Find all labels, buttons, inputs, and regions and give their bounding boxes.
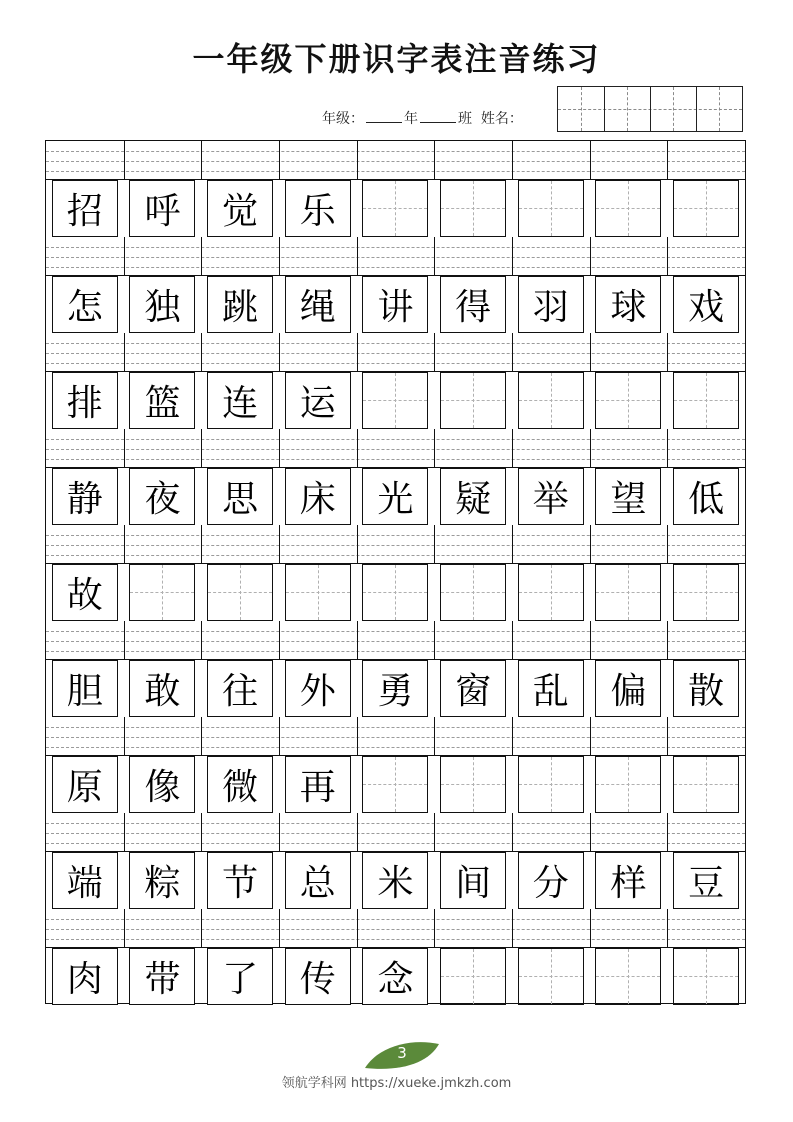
character-cell[interactable] — [362, 276, 428, 333]
hanzi-character: 绳 — [286, 277, 350, 332]
hanzi-character — [441, 757, 505, 812]
name-box-divider — [627, 87, 628, 131]
pinyin-column-divider — [357, 717, 358, 755]
practice-row — [46, 621, 745, 717]
pinyin-column-divider — [279, 621, 280, 659]
character-cell[interactable] — [518, 564, 584, 621]
hanzi-character: 传 — [286, 949, 350, 1004]
pinyin-column-divider — [590, 909, 591, 947]
pinyin-column-divider — [124, 621, 125, 659]
hanzi-character: 光 — [363, 469, 427, 524]
pinyin-column-divider — [590, 333, 591, 371]
class-unit: 班 — [458, 111, 472, 127]
hanzi-character: 怎 — [53, 277, 117, 332]
practice-row — [46, 909, 745, 1005]
character-cell[interactable] — [595, 180, 661, 237]
pinyin-column-divider — [590, 141, 591, 179]
pinyin-column-divider — [279, 141, 280, 179]
pinyin-guide-line — [46, 449, 745, 450]
pinyin-guide-line — [46, 171, 745, 172]
pinyin-guide-line — [46, 535, 745, 536]
pinyin-column-divider — [357, 621, 358, 659]
hanzi-character: 夜 — [130, 469, 194, 524]
name-writing-box[interactable] — [557, 86, 743, 132]
character-cell[interactable] — [52, 372, 118, 429]
pinyin-column-divider — [434, 909, 435, 947]
hanzi-character — [208, 565, 272, 620]
hanzi-character: 勇 — [363, 661, 427, 716]
pinyin-guide-line — [46, 353, 745, 354]
class-blank[interactable] — [420, 110, 456, 123]
character-cell[interactable] — [129, 756, 195, 813]
pinyin-column-divider — [512, 717, 513, 755]
character-cell[interactable] — [285, 180, 351, 237]
character-cell[interactable] — [129, 180, 195, 237]
character-cell[interactable] — [518, 276, 584, 333]
character-cell[interactable] — [518, 180, 584, 237]
pinyin-guide-line — [46, 151, 745, 152]
pinyin-column-divider — [434, 621, 435, 659]
pinyin-column-divider — [201, 525, 202, 563]
character-cell[interactable] — [207, 276, 273, 333]
pinyin-column-divider — [201, 813, 202, 851]
pinyin-guide-line — [46, 555, 745, 556]
pinyin-guide-line — [46, 459, 745, 460]
pinyin-column-divider — [434, 429, 435, 467]
character-cell[interactable] — [207, 468, 273, 525]
hanzi-character: 粽 — [130, 853, 194, 908]
character-cell[interactable] — [518, 468, 584, 525]
pinyin-band[interactable] — [46, 621, 745, 660]
character-cell[interactable] — [595, 660, 661, 717]
pinyin-column-divider — [667, 813, 668, 851]
hanzi-character — [596, 181, 660, 236]
character-cell[interactable] — [595, 468, 661, 525]
hanzi-character: 念 — [363, 949, 427, 1004]
hanzi-character — [286, 565, 350, 620]
pinyin-column-divider — [279, 429, 280, 467]
character-cell[interactable] — [362, 564, 428, 621]
character-cell[interactable] — [52, 564, 118, 621]
character-cell[interactable] — [129, 564, 195, 621]
pinyin-column-divider — [357, 813, 358, 851]
pinyin-column-divider — [590, 621, 591, 659]
character-cell[interactable] — [52, 756, 118, 813]
year-unit: 年 — [404, 111, 418, 127]
pinyin-guide-line — [46, 267, 745, 268]
pinyin-guide-line — [46, 939, 745, 940]
character-cell[interactable] — [440, 564, 506, 621]
hanzi-character — [441, 949, 505, 1004]
pinyin-guide-line — [46, 929, 745, 930]
pinyin-column-divider — [124, 333, 125, 371]
hanzi-character — [363, 565, 427, 620]
character-cell[interactable] — [440, 276, 506, 333]
hanzi-character — [674, 949, 738, 1004]
pinyin-column-divider — [667, 429, 668, 467]
pinyin-column-divider — [201, 717, 202, 755]
character-cell[interactable] — [440, 468, 506, 525]
character-cell[interactable] — [673, 372, 739, 429]
character-cell[interactable] — [129, 948, 195, 1005]
pinyin-column-divider — [201, 141, 202, 179]
pinyin-guide-line — [46, 919, 745, 920]
hanzi-character: 微 — [208, 757, 272, 812]
pinyin-column-divider — [512, 813, 513, 851]
character-cell[interactable] — [595, 756, 661, 813]
character-cell[interactable] — [285, 756, 351, 813]
pinyin-column-divider — [201, 429, 202, 467]
pinyin-column-divider — [512, 237, 513, 275]
character-cell[interactable] — [673, 852, 739, 909]
pinyin-guide-line — [46, 545, 745, 546]
character-cell[interactable] — [595, 372, 661, 429]
character-cell[interactable] — [673, 468, 739, 525]
hanzi-character: 独 — [130, 277, 194, 332]
hanzi-character: 往 — [208, 661, 272, 716]
pinyin-column-divider — [124, 525, 125, 563]
character-cell[interactable] — [518, 948, 584, 1005]
character-cell[interactable] — [673, 180, 739, 237]
pinyin-band[interactable] — [46, 237, 745, 276]
hanzi-character: 觉 — [208, 181, 272, 236]
pinyin-column-divider — [667, 621, 668, 659]
pinyin-guide-line — [46, 737, 745, 738]
name-box-divider — [650, 87, 651, 131]
pinyin-column-divider — [434, 237, 435, 275]
hanzi-character — [519, 757, 583, 812]
page-number: 3 — [397, 1044, 407, 1062]
pinyin-column-divider — [590, 429, 591, 467]
hanzi-character: 疑 — [441, 469, 505, 524]
hanzi-character: 球 — [596, 277, 660, 332]
hanzi-character — [596, 373, 660, 428]
hanzi-character: 豆 — [674, 853, 738, 908]
pinyin-column-divider — [590, 525, 591, 563]
pinyin-column-divider — [357, 909, 358, 947]
pinyin-column-divider — [357, 141, 358, 179]
hanzi-character: 故 — [53, 565, 117, 620]
character-cell[interactable] — [595, 564, 661, 621]
hanzi-character: 肉 — [53, 949, 117, 1004]
name-box-divider — [604, 87, 605, 131]
pinyin-guide-line — [46, 747, 745, 748]
grade-label: 年级： — [322, 111, 364, 127]
character-cell[interactable] — [285, 852, 351, 909]
hanzi-character — [363, 373, 427, 428]
pinyin-guide-line — [46, 641, 745, 642]
hanzi-character: 招 — [53, 181, 117, 236]
hanzi-character: 散 — [674, 661, 738, 716]
character-cell[interactable] — [362, 660, 428, 717]
practice-row — [46, 333, 745, 429]
pinyin-column-divider — [667, 909, 668, 947]
character-cell[interactable] — [129, 276, 195, 333]
character-cell[interactable] — [673, 756, 739, 813]
pinyin-guide-line — [46, 823, 745, 824]
character-cell[interactable] — [285, 948, 351, 1005]
character-cell[interactable] — [440, 660, 506, 717]
character-cell[interactable] — [207, 564, 273, 621]
hanzi-character: 偏 — [596, 661, 660, 716]
character-cell[interactable] — [285, 468, 351, 525]
hanzi-character — [519, 373, 583, 428]
hanzi-character: 端 — [53, 853, 117, 908]
pinyin-column-divider — [201, 237, 202, 275]
hanzi-character: 连 — [208, 373, 272, 428]
pinyin-column-divider — [124, 909, 125, 947]
hanzi-character: 了 — [208, 949, 272, 1004]
character-cell[interactable] — [129, 468, 195, 525]
pinyin-column-divider — [590, 237, 591, 275]
pinyin-column-divider — [512, 333, 513, 371]
character-cell[interactable] — [595, 276, 661, 333]
hanzi-character — [441, 565, 505, 620]
hanzi-character: 胆 — [53, 661, 117, 716]
character-cell[interactable] — [673, 564, 739, 621]
hanzi-character: 总 — [286, 853, 350, 908]
character-cell[interactable] — [440, 948, 506, 1005]
pinyin-guide-line — [46, 651, 745, 652]
hanzi-character: 乐 — [286, 181, 350, 236]
pinyin-column-divider — [357, 237, 358, 275]
pinyin-column-divider — [279, 237, 280, 275]
character-cell[interactable] — [362, 756, 428, 813]
hanzi-character — [130, 565, 194, 620]
pinyin-column-divider — [512, 909, 513, 947]
worksheet-title: 一年级下册识字表注音练习 — [192, 40, 601, 78]
hanzi-character: 篮 — [130, 373, 194, 428]
practice-row — [46, 717, 745, 813]
hanzi-character: 原 — [53, 757, 117, 812]
pinyin-column-divider — [512, 525, 513, 563]
hanzi-character: 再 — [286, 757, 350, 812]
character-cell[interactable] — [207, 180, 273, 237]
hanzi-character: 乱 — [519, 661, 583, 716]
character-cell[interactable] — [207, 372, 273, 429]
name-box-divider — [719, 87, 720, 131]
pinyin-column-divider — [667, 525, 668, 563]
practice-row — [46, 525, 745, 621]
pinyin-guide-line — [46, 161, 745, 162]
pinyin-column-divider — [357, 333, 358, 371]
character-cell[interactable] — [673, 948, 739, 1005]
hanzi-character: 低 — [674, 469, 738, 524]
pinyin-column-divider — [434, 141, 435, 179]
pinyin-column-divider — [512, 141, 513, 179]
hanzi-character: 床 — [286, 469, 350, 524]
character-cell[interactable] — [129, 372, 195, 429]
pinyin-column-divider — [667, 717, 668, 755]
hanzi-character: 带 — [130, 949, 194, 1004]
pinyin-band[interactable] — [46, 333, 745, 372]
pinyin-column-divider — [279, 813, 280, 851]
hanzi-character: 静 — [53, 469, 117, 524]
character-cell[interactable] — [673, 276, 739, 333]
pinyin-guide-line — [46, 843, 745, 844]
footer-website: 领航学科网 https://xueke.jmkzh.com — [281, 1076, 512, 1091]
pinyin-column-divider — [667, 333, 668, 371]
character-cell[interactable] — [52, 948, 118, 1005]
pinyin-band[interactable] — [46, 909, 745, 948]
hanzi-character — [674, 373, 738, 428]
pinyin-band[interactable] — [46, 525, 745, 564]
hanzi-character: 间 — [441, 853, 505, 908]
character-cell[interactable] — [129, 852, 195, 909]
character-cell[interactable] — [52, 180, 118, 237]
character-cell[interactable] — [285, 276, 351, 333]
pinyin-column-divider — [667, 141, 668, 179]
character-cell[interactable] — [518, 660, 584, 717]
character-cell[interactable] — [362, 948, 428, 1005]
pinyin-band[interactable] — [46, 717, 745, 756]
pinyin-column-divider — [434, 333, 435, 371]
hanzi-character — [674, 181, 738, 236]
hanzi-character: 戏 — [674, 277, 738, 332]
hanzi-character: 外 — [286, 661, 350, 716]
character-cell[interactable] — [518, 372, 584, 429]
character-cell[interactable] — [285, 660, 351, 717]
pinyin-column-divider — [201, 909, 202, 947]
character-cell[interactable] — [440, 180, 506, 237]
hanzi-character — [519, 949, 583, 1004]
pinyin-column-divider — [357, 429, 358, 467]
pinyin-guide-line — [46, 257, 745, 258]
hanzi-character — [519, 181, 583, 236]
hanzi-character: 呼 — [130, 181, 194, 236]
pinyin-column-divider — [201, 333, 202, 371]
hanzi-character: 分 — [519, 853, 583, 908]
pinyin-guide-line — [46, 363, 745, 364]
hanzi-character — [363, 181, 427, 236]
character-cell[interactable] — [362, 468, 428, 525]
character-cell[interactable] — [440, 372, 506, 429]
hanzi-character: 排 — [53, 373, 117, 428]
character-cell[interactable] — [595, 852, 661, 909]
hanzi-character: 跳 — [208, 277, 272, 332]
name-label: 姓名： — [480, 111, 523, 127]
practice-row — [46, 813, 745, 909]
pinyin-guide-line — [46, 727, 745, 728]
hanzi-character — [674, 757, 738, 812]
pinyin-guide-line — [46, 833, 745, 834]
pinyin-column-divider — [124, 813, 125, 851]
hanzi-character — [674, 565, 738, 620]
pinyin-band[interactable] — [46, 813, 745, 852]
pinyin-guide-line — [46, 631, 745, 632]
character-cell[interactable] — [207, 660, 273, 717]
hanzi-character: 敢 — [130, 661, 194, 716]
character-cell[interactable] — [52, 468, 118, 525]
pinyin-column-divider — [434, 525, 435, 563]
character-cell[interactable] — [207, 756, 273, 813]
pinyin-band[interactable] — [46, 141, 745, 180]
pinyin-column-divider — [124, 429, 125, 467]
hanzi-character: 举 — [519, 469, 583, 524]
hanzi-character: 像 — [130, 757, 194, 812]
pinyin-column-divider — [512, 429, 513, 467]
hanzi-character: 运 — [286, 373, 350, 428]
pinyin-column-divider — [279, 525, 280, 563]
student-info-line — [322, 108, 523, 128]
pinyin-column-divider — [279, 717, 280, 755]
pinyin-column-divider — [201, 621, 202, 659]
hanzi-character — [596, 565, 660, 620]
hanzi-character — [441, 181, 505, 236]
pinyin-guide-line — [46, 247, 745, 248]
hanzi-character — [363, 757, 427, 812]
character-cell[interactable] — [207, 852, 273, 909]
pinyin-column-divider — [124, 717, 125, 755]
practice-row — [46, 429, 745, 525]
hanzi-character: 样 — [596, 853, 660, 908]
pinyin-column-divider — [434, 717, 435, 755]
hanzi-character: 窗 — [441, 661, 505, 716]
pinyin-band[interactable] — [46, 429, 745, 468]
hanzi-character: 米 — [363, 853, 427, 908]
hanzi-character: 望 — [596, 469, 660, 524]
character-cell[interactable] — [440, 852, 506, 909]
character-cell[interactable] — [362, 180, 428, 237]
character-cell[interactable] — [362, 372, 428, 429]
hanzi-character — [596, 757, 660, 812]
pinyin-column-divider — [434, 813, 435, 851]
character-cell[interactable] — [207, 948, 273, 1005]
pinyin-column-divider — [279, 909, 280, 947]
pinyin-guide-line — [46, 343, 745, 344]
character-cell[interactable] — [518, 756, 584, 813]
practice-row — [46, 141, 745, 237]
character-cell[interactable] — [52, 660, 118, 717]
hanzi-character: 讲 — [363, 277, 427, 332]
name-box-divider — [673, 87, 674, 131]
pinyin-column-divider — [512, 621, 513, 659]
pinyin-column-divider — [667, 237, 668, 275]
pinyin-column-divider — [357, 525, 358, 563]
character-cell[interactable] — [595, 948, 661, 1005]
name-box-divider — [581, 87, 582, 131]
pinyin-column-divider — [279, 333, 280, 371]
hanzi-character — [596, 949, 660, 1004]
practice-row — [46, 237, 745, 333]
hanzi-character — [441, 373, 505, 428]
character-cell[interactable] — [673, 660, 739, 717]
character-cell[interactable] — [52, 852, 118, 909]
character-cell[interactable] — [285, 564, 351, 621]
pinyin-column-divider — [124, 237, 125, 275]
hanzi-character: 得 — [441, 277, 505, 332]
hanzi-character: 思 — [208, 469, 272, 524]
pinyin-column-divider — [124, 141, 125, 179]
hanzi-character: 节 — [208, 853, 272, 908]
grade-blank[interactable] — [366, 110, 402, 123]
pinyin-guide-line — [46, 439, 745, 440]
pinyin-column-divider — [590, 813, 591, 851]
character-cell[interactable] — [52, 276, 118, 333]
hanzi-character: 羽 — [519, 277, 583, 332]
character-cell[interactable] — [129, 660, 195, 717]
name-box-divider — [696, 87, 697, 131]
character-cell[interactable] — [518, 852, 584, 909]
character-cell[interactable] — [285, 372, 351, 429]
character-cell[interactable] — [440, 756, 506, 813]
hanzi-character — [519, 565, 583, 620]
pinyin-column-divider — [590, 717, 591, 755]
character-cell[interactable] — [362, 852, 428, 909]
practice-grid — [45, 140, 746, 1004]
